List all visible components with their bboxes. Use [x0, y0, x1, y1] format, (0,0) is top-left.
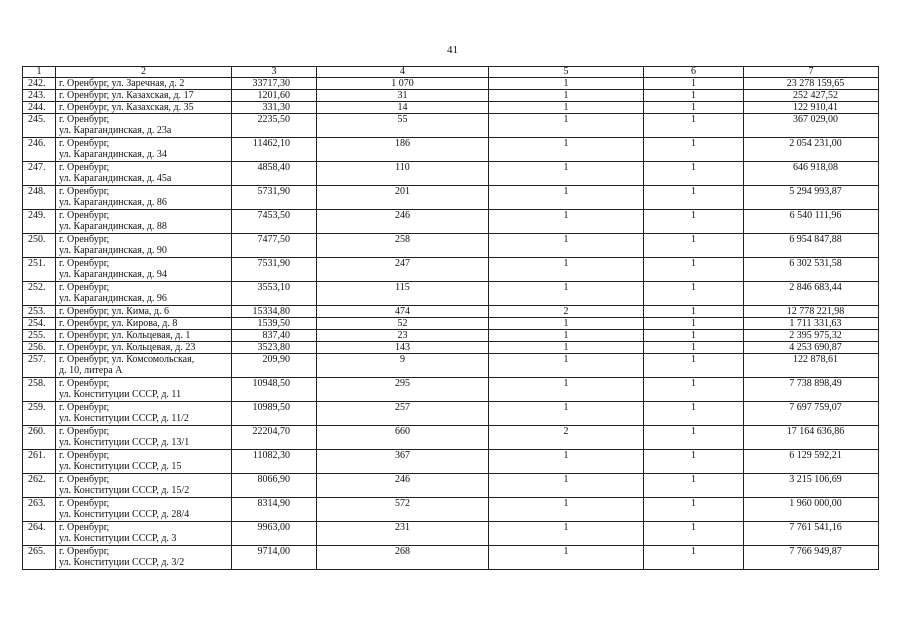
area-cell: 837,40 [232, 330, 317, 342]
stage-cell: 1 [644, 522, 744, 546]
address-line-2: ул. Конституции СССР, д. 3 [59, 533, 177, 544]
row-number-cell: 257. [23, 354, 56, 378]
stage-cell: 1 [644, 282, 744, 306]
table-row [23, 210, 879, 234]
address-line-1: г. Оренбург, [59, 522, 110, 533]
table-row [23, 282, 879, 306]
table-row [23, 522, 879, 546]
area-cell: 3553,10 [232, 282, 317, 306]
row-number-cell: 243. [23, 90, 56, 102]
address-cell [56, 330, 232, 342]
area-cell: 15334,80 [232, 306, 317, 318]
address-line-2: ул. Конституции СССР, д. 28/4 [59, 509, 190, 520]
cost-cell: 6 954 847,88 [744, 234, 879, 258]
residents-cell: 52 [317, 318, 489, 330]
cost-cell: 17 164 636,86 [744, 426, 879, 450]
count-cell: 1 [489, 402, 644, 426]
row-number-cell: 259. [23, 402, 56, 426]
count-cell: 1 [489, 342, 644, 354]
residents-cell: 1 070 [317, 78, 489, 90]
stage-cell: 1 [644, 138, 744, 162]
row-number-cell: 260. [23, 426, 56, 450]
stage-cell: 1 [644, 378, 744, 402]
address-line-2: ул. Конституции СССР, д. 15 [59, 461, 182, 472]
address-cell [56, 306, 232, 318]
table-row [23, 234, 879, 258]
data-table [22, 66, 879, 570]
count-cell: 1 [489, 258, 644, 282]
residents-cell: 9 [317, 354, 489, 378]
residents-cell: 201 [317, 186, 489, 210]
address-line-2: ул. Карагандинская, д. 86 [59, 197, 167, 208]
row-number-cell: 254. [23, 318, 56, 330]
address-line-1: г. Оренбург, [59, 450, 110, 461]
address-cell [56, 354, 232, 378]
row-number-cell: 249. [23, 210, 56, 234]
cost-cell: 12 778 221,98 [744, 306, 879, 318]
column-header-4: 4 [317, 67, 489, 78]
table-row [23, 114, 879, 138]
count-cell: 1 [489, 522, 644, 546]
address-line-1: г. Оренбург, ул. Кольцевая, д. 1 [59, 330, 191, 341]
stage-cell: 1 [644, 78, 744, 90]
address-line-1: г. Оренбург, [59, 162, 110, 173]
residents-cell: 257 [317, 402, 489, 426]
area-cell: 8066,90 [232, 474, 317, 498]
table-row [23, 450, 879, 474]
address-cell [56, 102, 232, 114]
cost-cell: 7 766 949,87 [744, 546, 879, 570]
stage-cell: 1 [644, 342, 744, 354]
address-line-1: г. Оренбург, [59, 234, 110, 245]
row-number-cell: 262. [23, 474, 56, 498]
address-cell [56, 78, 232, 90]
area-cell: 11082,30 [232, 450, 317, 474]
address-cell [56, 426, 232, 450]
column-header-5: 5 [489, 67, 644, 78]
row-number-cell: 264. [23, 522, 56, 546]
count-cell: 1 [489, 474, 644, 498]
row-number-cell: 251. [23, 258, 56, 282]
stage-cell: 1 [644, 90, 744, 102]
row-number-cell: 248. [23, 186, 56, 210]
row-number-cell: 256. [23, 342, 56, 354]
address-line-2: ул. Карагандинская, д. 94 [59, 269, 167, 280]
residents-cell: 23 [317, 330, 489, 342]
stage-cell: 1 [644, 498, 744, 522]
residents-cell: 258 [317, 234, 489, 258]
address-cell [56, 342, 232, 354]
residents-cell: 231 [317, 522, 489, 546]
row-number-cell: 263. [23, 498, 56, 522]
address-line-1: г. Оренбург, ул. Кима, д. 6 [59, 306, 170, 317]
area-cell: 33717,30 [232, 78, 317, 90]
address-line-2: ул. Конституции СССР, д. 13/1 [59, 437, 190, 448]
stage-cell: 1 [644, 306, 744, 318]
residents-cell: 110 [317, 162, 489, 186]
table-row [23, 426, 879, 450]
address-line-2: д. 10, литера А [59, 365, 123, 376]
column-header-3: 3 [232, 67, 317, 78]
row-number-cell: 261. [23, 450, 56, 474]
address-line-1: г. Оренбург, [59, 210, 110, 221]
page-number: 41 [447, 44, 458, 56]
cost-cell: 7 738 898,49 [744, 378, 879, 402]
count-cell: 1 [489, 114, 644, 138]
stage-cell: 1 [644, 474, 744, 498]
table-row [23, 402, 879, 426]
cost-cell: 7 697 759,07 [744, 402, 879, 426]
column-header-1: 1 [23, 67, 56, 78]
table-row [23, 162, 879, 186]
address-line-1: г. Оренбург, ул. Кольцевая, д. 23 [59, 342, 196, 353]
row-number-cell: 242. [23, 78, 56, 90]
cost-cell: 367 029,00 [744, 114, 879, 138]
area-cell: 3523,80 [232, 342, 317, 354]
stage-cell: 1 [644, 330, 744, 342]
area-cell: 9714,00 [232, 546, 317, 570]
column-header-7: 7 [744, 67, 879, 78]
address-line-1: г. Оренбург, [59, 114, 110, 125]
residents-cell: 55 [317, 114, 489, 138]
address-line-2: ул. Конституции СССР, д. 3/2 [59, 557, 185, 568]
area-cell: 331,30 [232, 102, 317, 114]
table-row [23, 330, 879, 342]
address-cell [56, 546, 232, 570]
address-line-1: г. Оренбург, [59, 546, 110, 557]
table-row [23, 318, 879, 330]
column-header-2: 2 [56, 67, 232, 78]
header-row [23, 67, 879, 78]
address-line-2: ул. Карагандинская, д. 90 [59, 245, 167, 256]
area-cell: 209,90 [232, 354, 317, 378]
table-row [23, 306, 879, 318]
table-row [23, 90, 879, 102]
address-line-2: ул. Карагандинская, д. 96 [59, 293, 167, 304]
address-cell [56, 186, 232, 210]
address-cell [56, 378, 232, 402]
stage-cell: 1 [644, 114, 744, 138]
table-row [23, 102, 879, 114]
residents-cell: 367 [317, 450, 489, 474]
count-cell: 1 [489, 234, 644, 258]
row-number-cell: 245. [23, 114, 56, 138]
address-line-1: г. Оренбург, [59, 186, 110, 197]
cost-cell: 2 054 231,00 [744, 138, 879, 162]
cost-cell: 6 302 531,58 [744, 258, 879, 282]
area-cell: 11462,10 [232, 138, 317, 162]
address-cell [56, 114, 232, 138]
stage-cell: 1 [644, 102, 744, 114]
count-cell: 1 [489, 78, 644, 90]
cost-cell: 252 427,52 [744, 90, 879, 102]
residents-cell: 247 [317, 258, 489, 282]
area-cell: 10989,50 [232, 402, 317, 426]
row-number-cell: 246. [23, 138, 56, 162]
stage-cell: 1 [644, 546, 744, 570]
row-number-cell: 247. [23, 162, 56, 186]
row-number-cell: 253. [23, 306, 56, 318]
cost-cell: 122 910,41 [744, 102, 879, 114]
address-line-2: ул. Конституции СССР, д. 11 [59, 389, 182, 400]
area-cell: 8314,90 [232, 498, 317, 522]
area-cell: 7453,50 [232, 210, 317, 234]
column-header-6: 6 [644, 67, 744, 78]
residents-cell: 115 [317, 282, 489, 306]
address-line-1: г. Оренбург, ул. Казахская, д. 35 [59, 102, 194, 113]
cost-cell: 7 761 541,16 [744, 522, 879, 546]
cost-cell: 5 294 993,87 [744, 186, 879, 210]
cost-cell: 1 960 000,00 [744, 498, 879, 522]
address-line-1: г. Оренбург, [59, 258, 110, 269]
stage-cell: 1 [644, 426, 744, 450]
count-cell: 1 [489, 282, 644, 306]
row-number-cell: 244. [23, 102, 56, 114]
address-cell [56, 522, 232, 546]
address-line-2: ул. Карагандинская, д. 23а [59, 125, 172, 136]
address-cell [56, 90, 232, 102]
cost-cell: 1 711 331,63 [744, 318, 879, 330]
cost-cell: 122 878,61 [744, 354, 879, 378]
address-cell [56, 138, 232, 162]
cost-cell: 6 129 592,21 [744, 450, 879, 474]
table-body [23, 78, 879, 570]
row-number-cell: 250. [23, 234, 56, 258]
residents-cell: 14 [317, 102, 489, 114]
table-row [23, 138, 879, 162]
address-line-1: г. Оренбург, [59, 474, 110, 485]
residents-cell: 660 [317, 426, 489, 450]
table-row [23, 474, 879, 498]
address-line-1: г. Оренбург, ул. Комсомольская, [59, 354, 195, 365]
area-cell: 2235,50 [232, 114, 317, 138]
stage-cell: 1 [644, 162, 744, 186]
row-number-cell: 258. [23, 378, 56, 402]
address-line-2: ул. Карагандинская, д. 45а [59, 173, 172, 184]
address-line-1: г. Оренбург, [59, 498, 110, 509]
count-cell: 1 [489, 546, 644, 570]
address-line-1: г. Оренбург, [59, 426, 110, 437]
area-cell: 9963,00 [232, 522, 317, 546]
table-row [23, 378, 879, 402]
stage-cell: 1 [644, 186, 744, 210]
count-cell: 1 [489, 210, 644, 234]
count-cell: 1 [489, 138, 644, 162]
address-cell [56, 318, 232, 330]
count-cell: 1 [489, 450, 644, 474]
address-cell [56, 282, 232, 306]
count-cell: 1 [489, 330, 644, 342]
stage-cell: 1 [644, 210, 744, 234]
cost-cell: 2 846 683,44 [744, 282, 879, 306]
residents-cell: 572 [317, 498, 489, 522]
stage-cell: 1 [644, 450, 744, 474]
area-cell: 10948,50 [232, 378, 317, 402]
table-row [23, 354, 879, 378]
residents-cell: 246 [317, 210, 489, 234]
residents-cell: 295 [317, 378, 489, 402]
address-cell [56, 234, 232, 258]
count-cell: 1 [489, 186, 644, 210]
row-number-cell: 255. [23, 330, 56, 342]
address-cell [56, 162, 232, 186]
address-line-2: ул. Карагандинская, д. 88 [59, 221, 167, 232]
table-row [23, 186, 879, 210]
address-line-1: г. Оренбург, [59, 138, 110, 149]
address-cell [56, 210, 232, 234]
table-row [23, 498, 879, 522]
address-line-1: г. Оренбург, [59, 282, 110, 293]
area-cell: 1539,50 [232, 318, 317, 330]
count-cell: 1 [489, 318, 644, 330]
count-cell: 1 [489, 162, 644, 186]
cost-cell: 2 395 975,32 [744, 330, 879, 342]
stage-cell: 1 [644, 234, 744, 258]
cost-cell: 3 215 106,69 [744, 474, 879, 498]
area-cell: 7531,90 [232, 258, 317, 282]
residents-cell: 474 [317, 306, 489, 318]
count-cell: 1 [489, 354, 644, 378]
count-cell: 1 [489, 90, 644, 102]
cost-cell: 646 918,08 [744, 162, 879, 186]
table-row [23, 546, 879, 570]
stage-cell: 1 [644, 402, 744, 426]
count-cell: 1 [489, 378, 644, 402]
address-line-1: г. Оренбург, ул. Кирова, д. 8 [59, 318, 178, 329]
count-cell: 2 [489, 426, 644, 450]
address-line-1: г. Оренбург, ул. Заречная, д. 2 [59, 78, 185, 89]
count-cell: 1 [489, 498, 644, 522]
count-cell: 1 [489, 102, 644, 114]
area-cell: 7477,50 [232, 234, 317, 258]
address-cell [56, 402, 232, 426]
cost-cell: 23 278 159,65 [744, 78, 879, 90]
area-cell: 22204,70 [232, 426, 317, 450]
cost-cell: 6 540 111,96 [744, 210, 879, 234]
residents-cell: 246 [317, 474, 489, 498]
stage-cell: 1 [644, 354, 744, 378]
address-line-2: ул. Конституции СССР, д. 11/2 [59, 413, 189, 424]
table-row [23, 78, 879, 90]
row-number-cell: 252. [23, 282, 56, 306]
residents-cell: 143 [317, 342, 489, 354]
table-row [23, 258, 879, 282]
stage-cell: 1 [644, 258, 744, 282]
address-line-1: г. Оренбург, [59, 378, 110, 389]
address-cell [56, 450, 232, 474]
address-line-1: г. Оренбург, [59, 402, 110, 413]
address-cell [56, 474, 232, 498]
count-cell: 2 [489, 306, 644, 318]
address-cell [56, 258, 232, 282]
address-line-2: ул. Конституции СССР, д. 15/2 [59, 485, 190, 496]
residents-cell: 268 [317, 546, 489, 570]
area-cell: 4858,40 [232, 162, 317, 186]
address-line-1: г. Оренбург, ул. Казахская, д. 17 [59, 90, 194, 101]
address-cell [56, 498, 232, 522]
address-line-2: ул. Карагандинская, д. 34 [59, 149, 167, 160]
table-row [23, 342, 879, 354]
residents-cell: 31 [317, 90, 489, 102]
cost-cell: 4 253 690,87 [744, 342, 879, 354]
area-cell: 1201,60 [232, 90, 317, 102]
row-number-cell: 265. [23, 546, 56, 570]
residents-cell: 186 [317, 138, 489, 162]
area-cell: 5731,90 [232, 186, 317, 210]
stage-cell: 1 [644, 318, 744, 330]
